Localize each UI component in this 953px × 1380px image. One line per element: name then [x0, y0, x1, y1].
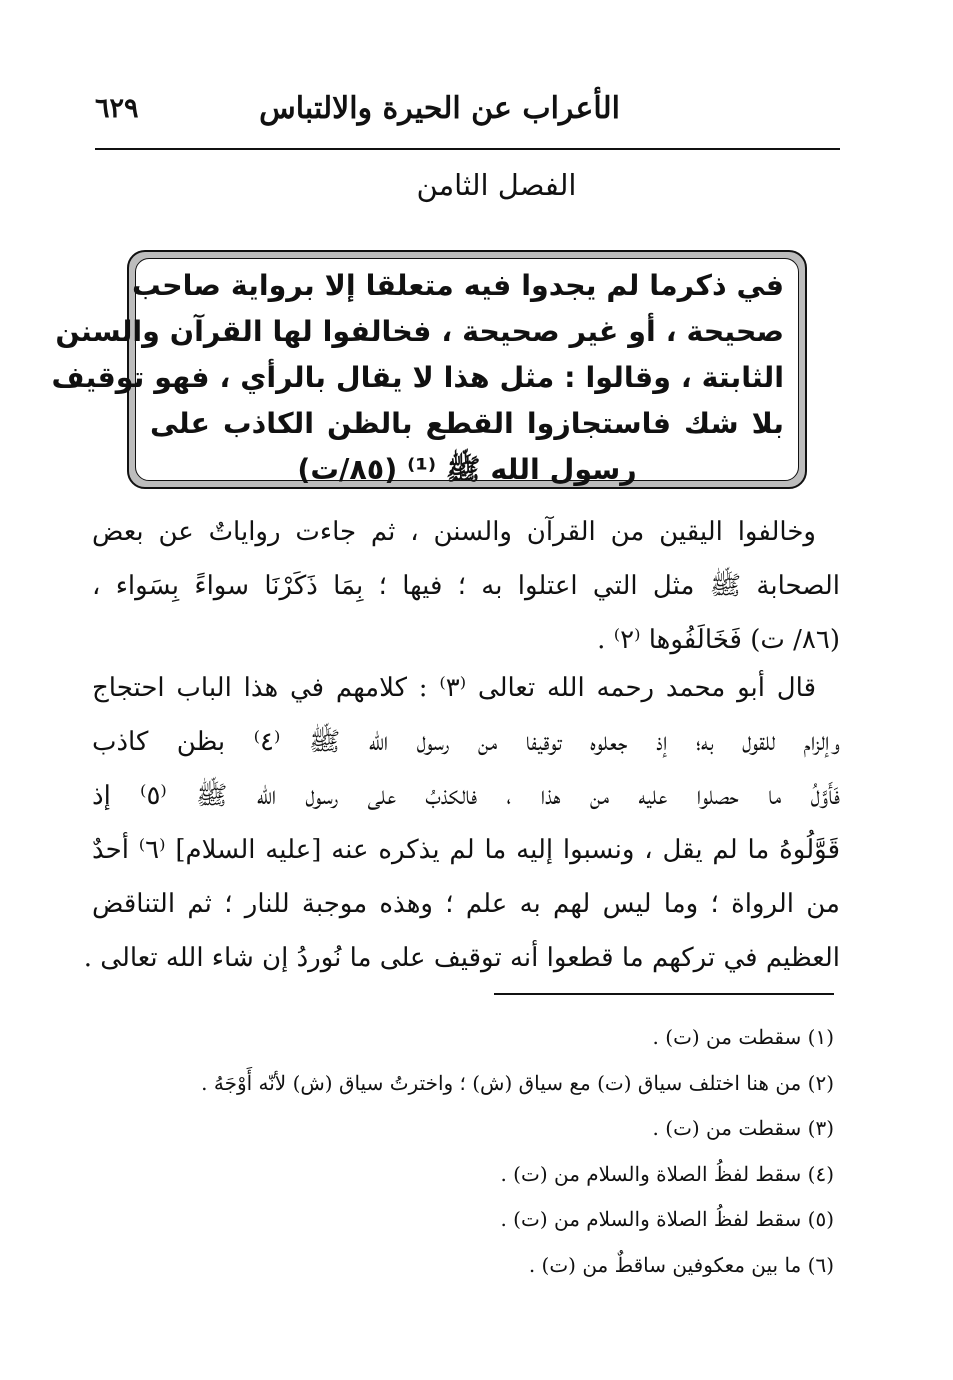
footnote: (١) سقطت من (ت) . [652, 1025, 834, 1049]
paragraph-2 [83, 661, 840, 985]
text-line: فَأَوَّلُ ما حصلوا عليه من هذا ، فالكذبُ على رسول الله ﷺ ⁽٥⁾ إذ [92, 781, 840, 811]
text-line: العظيم في تركهم ما قطعوا أنه توقيف على ما نُوردُ إن شاء الله تعالى . [83, 943, 840, 973]
text-line: من الرواة ؛ وما ليس لهم به علم ؛ وهذه موجبة للنار ؛ ثم التناقض [92, 889, 840, 919]
quote-box-inner [51, 258, 799, 486]
page-number: ٦٢٩ [95, 93, 139, 124]
text-line: وإلزام للقول به؛ إذ جعلوه توقيفا من رسول الله ﷺ ⁽٤⁾ بظن كاذب [92, 727, 840, 757]
text-line: قَوَّلُوهُ ما لم يقل ، ونسبوا إليه ما لم يذكره عنه [عليه السلام] ⁽٦⁾ أحدٌ [92, 835, 840, 865]
footnote: (٦) ما بين معكوفين ساقطٌ من (ت) . [528, 1252, 834, 1277]
footnotes [92, 1015, 834, 1288]
paragraph-1 [92, 505, 840, 667]
footnote: (٢) من هنا اختلف سياق (ت) مع سياق (ش) ؛ واخترتُ سياق (ش) لأنّه أَوْجَهُ . [201, 1070, 834, 1095]
quote-line: الثابتة ، وقالوا : مثل هذا لا يقال بالرأي ، فهو توقيف [51, 361, 784, 394]
quote-line: بلا شك فاستجازوا القطع بالظن الكاذب على [150, 407, 784, 440]
quote-line: رسول الله ﷺ ⁽¹⁾ (٨٥/ت) [297, 453, 637, 486]
chapter-title: الفصل الثامن [416, 168, 577, 202]
footnote: (٣) سقطت من (ت) . [652, 1116, 834, 1140]
footnote-divider [494, 993, 834, 995]
text-line: الصحابة ﷺ مثل التي اعتلوا به ؛ فيها ؛ بِمَا ذَكَرْنَا سواءً بِسَواء ، [92, 571, 840, 601]
running-title: الأعراب عن الحيرة والالتباس [259, 91, 620, 126]
quote-line: صحيحة ، أو غير صحيحة ، فخالفوا لها القرآن والسنن [55, 315, 784, 348]
text-line: قال أبو محمد رحمه الله تعالى ⁽٣⁾ : كلامهم في هذا الباب احتجاج [92, 673, 816, 703]
quote-line: في ذكرما لم يجدوا فيه متعلقا إلا برواية صاحب [131, 269, 784, 302]
footnote: (٥) سقط لفظُ الصلاة والسلام من (ت) . [500, 1207, 834, 1231]
text-line: وخالفوا اليقين من القرآن والسنن ، ثم جاءت رواياتٌ عن بعض [92, 517, 816, 547]
text-line: (٨٦/ ت) فَخَالَفُوها ⁽٢⁾ . [597, 625, 840, 655]
header-divider [95, 148, 840, 150]
page-header [95, 85, 840, 147]
quote-box [51, 250, 807, 489]
footnote: (٤) سقط لفظُ الصلاة والسلام من (ت) . [500, 1161, 834, 1186]
